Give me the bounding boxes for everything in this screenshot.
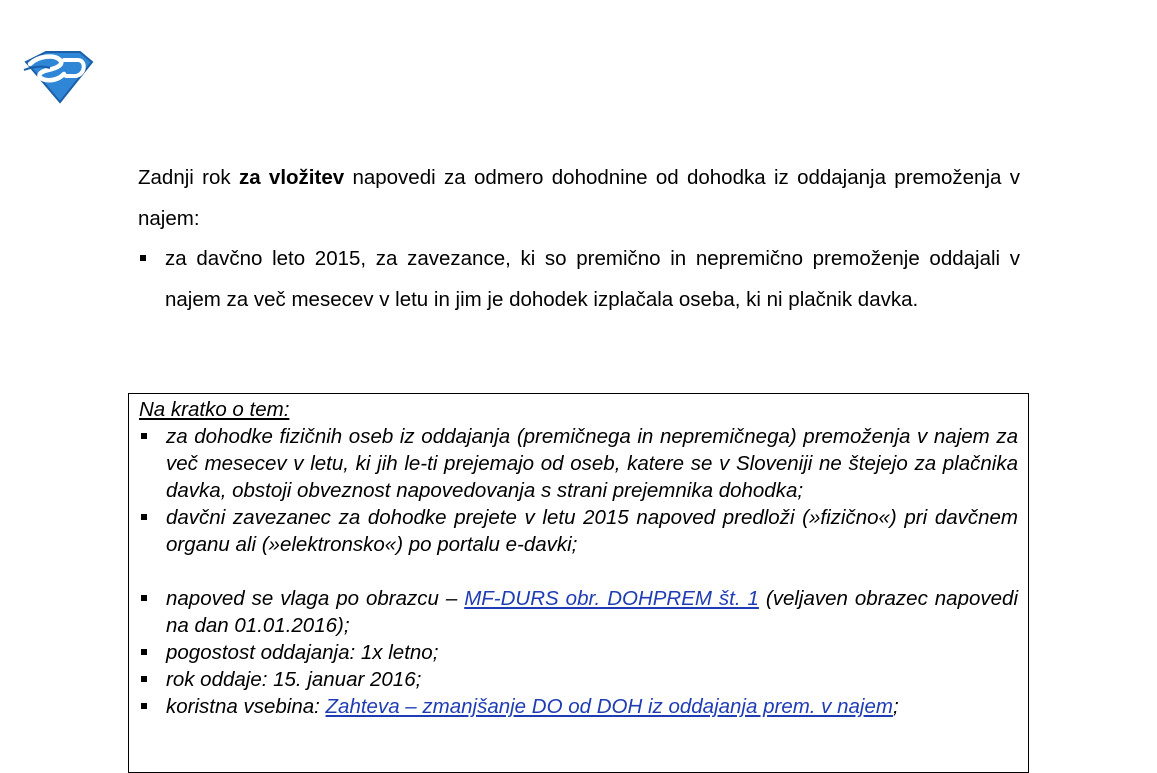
list-item: za dohodke fizičnih oseb iz oddajanja (premičnega in nepremičnega) premoženja v najem za več mesecev v letu, ki jih le-ti prejemajo od oseb, katere se v Sloveniji ne štejejo za plačnika davka, obstoji obveznost napovedovanja s strani prejemnika dohodka; [139, 423, 1018, 504]
dohprem-form-link[interactable]: MF-DURS obr. DOHPREM št. 1 [464, 587, 759, 610]
square-bullet-icon [141, 595, 147, 601]
square-bullet-icon [141, 703, 147, 709]
intro-bold: za vložitev [238, 166, 345, 189]
square-bullet-icon [140, 255, 146, 261]
intro-section [138, 158, 1020, 320]
summary-list [139, 423, 1018, 720]
list-item: rok oddaje: 15. januar 2016; [139, 666, 1018, 693]
summary-title: Na kratko o tem: [139, 398, 290, 421]
list-item: davčni zavezanec za dohodke prejete v letu 2015 napoved predloži (»fizično«) pri davčnem organu ali (»elektronsko«) po portalu e-davki; [139, 504, 1018, 558]
company-logo [20, 48, 96, 104]
list-item: napoved se vlaga po obrazcu – MF-DURS obr. DOHPREM št. 1 (veljaven obrazec napovedi na dan 01.01.2016); [139, 585, 1018, 639]
list-spacer [139, 558, 1018, 585]
intro-list [138, 239, 1020, 320]
square-bullet-icon [141, 433, 147, 439]
list-item: koristna vsebina: Zahteva – zmanjšanje DO od DOH iz oddajanja prem. v najem; [139, 693, 1018, 720]
request-reduction-link[interactable]: Zahteva – zmanjšanje DO od DOH iz oddajanja prem. v najem [325, 695, 893, 718]
intro-paragraph: Zadnji rok za vložitev napovedi za odmero dohodnine od dohodka iz oddajanja premoženja v najem: [138, 166, 1020, 230]
square-bullet-icon [141, 649, 147, 655]
square-bullet-icon [141, 676, 147, 682]
summary-box [128, 393, 1029, 773]
square-bullet-icon [141, 514, 147, 520]
intro-list-item: za davčno leto 2015, za zavezance, ki so premično in nepremično premoženje oddajali v najem za več mesecev v letu in jim je dohodek izplačala oseba, ki ni plačnik davka. [138, 239, 1020, 320]
logo-icon [20, 48, 96, 104]
list-item: pogostost oddajanja: 1x letno; [139, 639, 1018, 666]
